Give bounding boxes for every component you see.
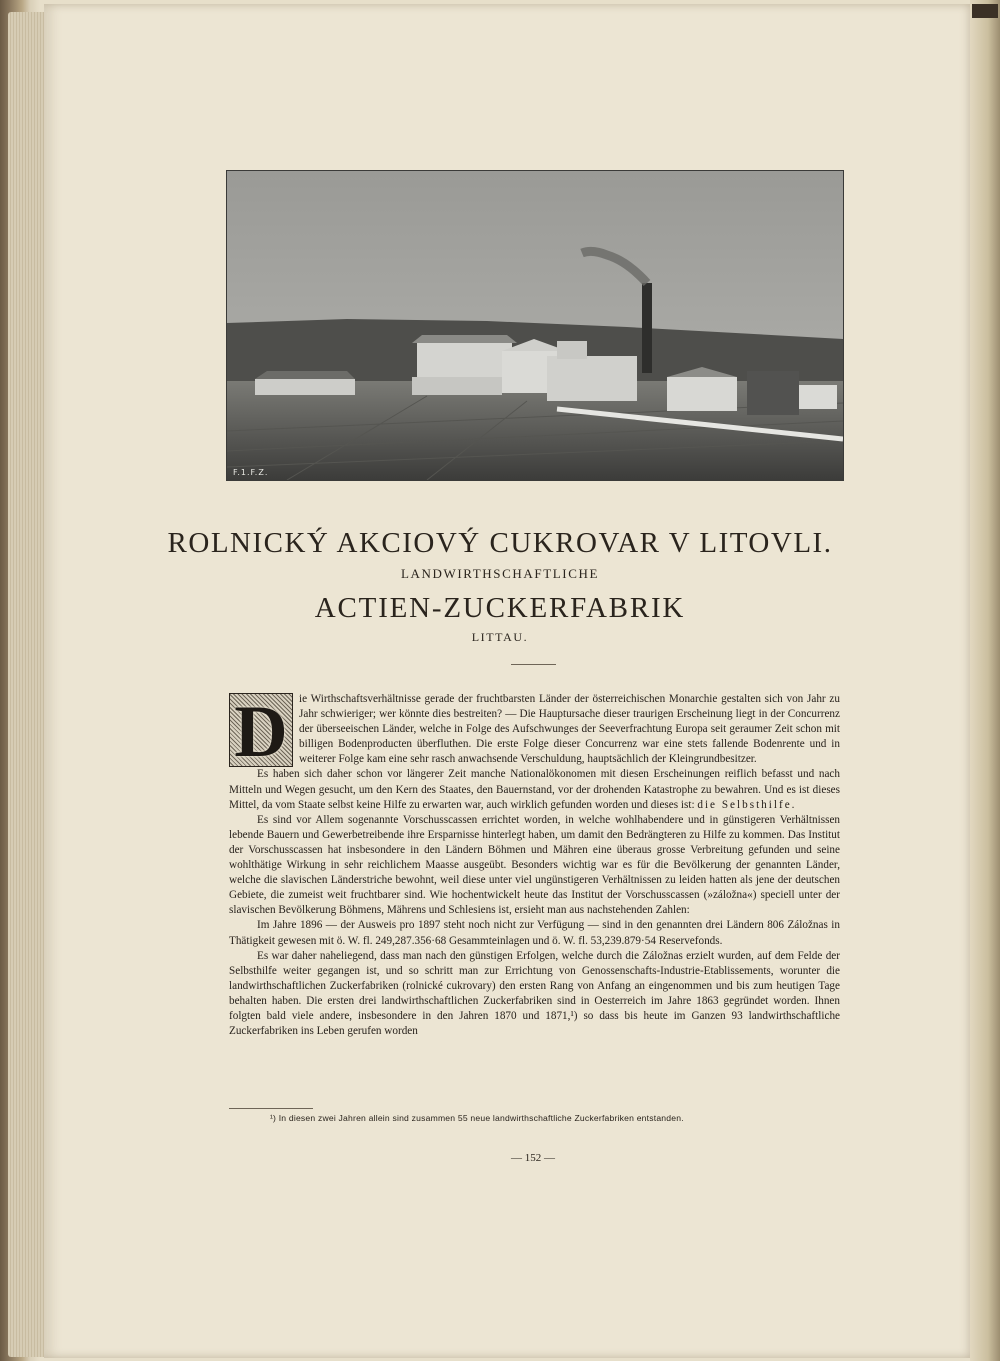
paragraph-2-spaced: die Selbsthilfe. [697,798,797,811]
paragraph-1: ie Wirthschaftsverhältnisse gerade der fruchtbarsten Länder der österreichischen Monarchie gestalten sich von Jahr zu Jahr schwieriger; wer könnte dies bestreiten? — Die Hauptursache dieser traurigen Erscheinung liegt in der Concurrenz der überseeischen Länder, welche in Folge des Aufschwunges der Seeverfrachtung Europa seit geraumer Zeit schon mit billigen Bodenproducten überfluthen. Die erste Folge dieser Concurrenz war eine stets fallende Bodenrente und in weiterer Folge kam eine sehr rasch anwachsende Verschuldung, hauptsächlich der Kleingrundbesitzer. [299,693,840,766]
paragraph-4: Im Jahre 1896 — der Ausweis pro 1897 steht noch nicht zur Verfügung — sind in den genannten drei Ländern 806 Záložnas in Thätigkeit gewesen mit ö. W. fl. 249,287.356·68 Gesammteinlagen und ö. W. fl. 53,239.879·54 Reservefonds. [229,919,840,947]
factory-photo-illustration [227,171,843,480]
ornamental-dropcap [229,691,293,773]
subtitle-landwirthschaftliche: LANDWIRTHSCHAFTLICHE [400,566,600,581]
photo-signature: F.1.F.Z. [233,468,269,477]
paragraph-3: Es sind vor Allem sogenannte Vorschusscassen errichtet worden, in welche wohlhabendere und in günstigeren Verhältnissen lebende Bauern und Gewerbetreibende ihre Ersparnisse hinterlegt haben, um damit den Bedrängteren zu Hilfe zu kommen. Das Institut der Vorschusscassen hat insbesondere in den Ländern Böhmen und Mähren eine überaus grosse Verbreitung gefunden und seine wohlthätige Wirkung in sehr reichlichem Maasse ausgeübt. Besonders wichtig war es für die Bevölkerung der genannten Länder, welche die slavischen Länderstriche bewohnt, weil diese unter viel ungünstigeren Verhältnissen zu leiden hatten als jene der deutschen Gebiete, die zumeist weit fruchtbarer sind. Wie hochentwickelt heute das Institut der Vorschusscassen (»záložna«) speciell unter der slavischen Bevölkerung Böhmens, Mährens und Schlesiens ist, ersieht man aus nachstehenden Zahlen: [229,813,840,917]
edge-mark [972,4,998,18]
paragraph-2 [229,767,840,812]
main-title: ROLNICKÝ AKCIOVÝ CUKROVAR V LITOVLI. [167,527,833,559]
article-body [229,692,840,1039]
second-title: ACTIEN-ZUCKERFABRIK [314,592,686,624]
page-number: — 152 — [511,1152,555,1164]
paragraph-5: Es war daher naheliegend, dass man nach den günstigen Erfolgen, welche durch die Záložnas erzielt wurden, auf dem Felde der Selbsthilfe weiter gegangen ist, und so schritt man zur Errichtung von Genossenschafts-Industrie-Etablissements, worunter die landwirthschaftlichen Zuckerfabriken (rolnické cukrovary) den ersten Rang von Anfang an eingenommen und bis zum heutigen Tage behalten haben. Die ersten drei landwirthschaftlichen Zuckerfabriken sind in Oesterreich im Jahre 1863 gegründet worden. Ihnen folgten bald viele andere, insbesondere in den Jahren 1870 und 1871,¹) so dass bis heute im Ganzen 93 landwirthschaftliche Zuckerfabriken ins Leben gerufen worden [229,949,840,1038]
subtitle-littau: LITTAU. [471,630,529,644]
dropcap-letter: D [234,691,288,773]
footnote: ¹) In diesen zwei Jahren allein sind zusammen 55 neue landwirthschaftliche Zuckerfabriken entstanden. [270,1113,684,1123]
paragraph-2-text: Es haben sich daher schon vor längerer Zeit manche Nationalökonomen mit diesen Erscheinungen reiflich befasst und nach Mitteln und Wegen gesucht, um den Kern des Staates, den Bauernstand, vor der drohenden Katastrophe zu bewahren. Und es ist dieses Mittel, da vom Staate selbst keine Hilfe zu erwarten war, auch wirklich gefunden worden und dieses ist: [229,768,840,811]
footnote-rule [229,1108,313,1109]
factory-photograph [226,170,844,481]
title-rule [511,664,556,665]
